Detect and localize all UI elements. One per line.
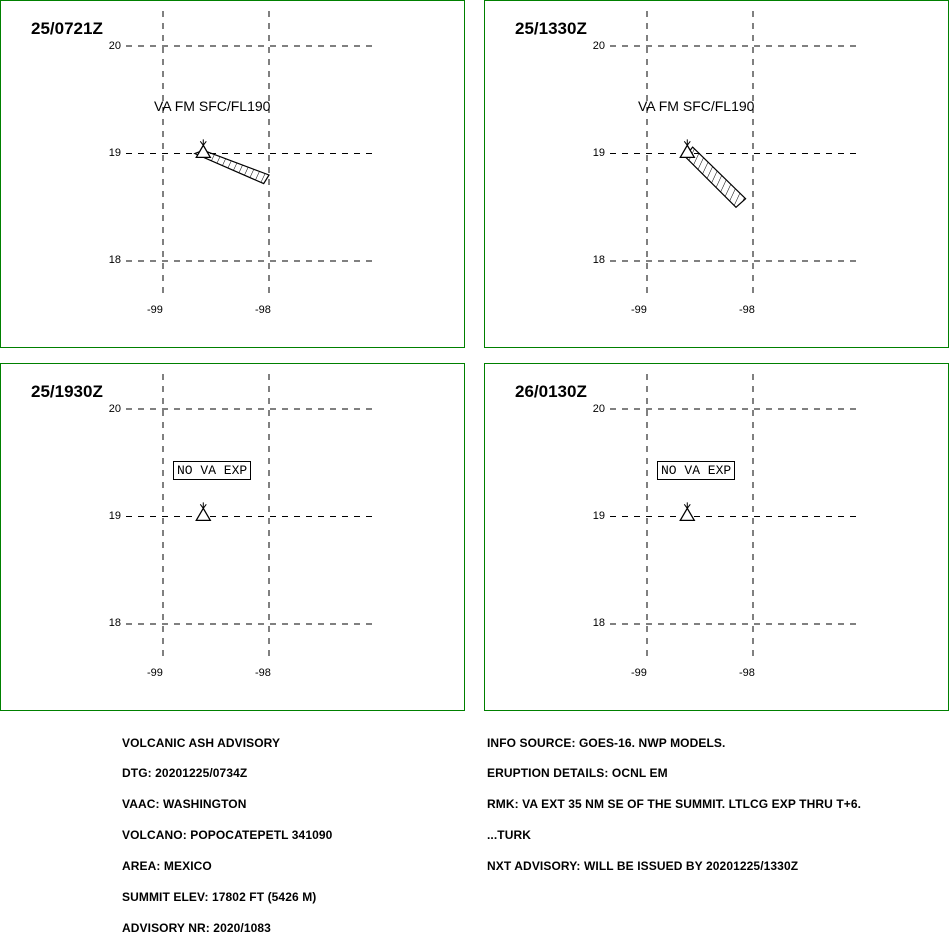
panel-time-title: 25/1930Z — [31, 382, 103, 401]
lat-label-19: 19 — [592, 510, 605, 522]
lon-label-98: -98 — [739, 304, 755, 316]
va-altitude-label: VA FM SFC/FL190 — [638, 98, 755, 114]
advisory-line: ADVISORY NR: 2020/1083 — [122, 920, 271, 935]
panel-time-title: 26/0130Z — [515, 382, 587, 401]
lon-label-98: -98 — [255, 667, 271, 679]
lon-label-99: -99 — [147, 304, 163, 316]
advisory-line: AREA: MEXICO — [122, 859, 212, 874]
volcano-icon — [196, 508, 210, 520]
forecast-panel-t12 — [0, 363, 465, 711]
lat-label-20: 20 — [592, 40, 605, 52]
advisory-line: SUMMIT ELEV: 17802 FT (5426 M) — [122, 890, 317, 905]
lon-label-99: -99 — [631, 304, 647, 316]
panel-time-title: 25/0721Z — [31, 19, 103, 38]
advisory-line: NXT ADVISORY: WILL BE ISSUED BY 20201225/1330Z — [487, 859, 799, 874]
map-canvas — [485, 1, 949, 348]
advisory-remarks-block — [487, 717, 861, 882]
lon-label-99: -99 — [147, 667, 163, 679]
lon-label-98: -98 — [255, 304, 271, 316]
advisory-line: DTG: 20201225/0734Z — [122, 766, 248, 781]
panel-time-title: 25/1330Z — [515, 19, 587, 38]
volcano-icon — [196, 145, 210, 157]
lat-label-18: 18 — [592, 254, 605, 266]
advisory-header-block — [122, 717, 332, 944]
advisory-line: VOLCANO: POPOCATEPETL 341090 — [122, 828, 333, 843]
map-canvas — [1, 1, 465, 348]
lat-label-19: 19 — [108, 510, 121, 522]
lat-label-20: 20 — [592, 403, 605, 415]
lat-label-19: 19 — [592, 147, 605, 159]
forecast-panel-t0 — [0, 0, 465, 348]
no-va-expected-label: NO VA EXP — [657, 461, 735, 480]
lat-label-19: 19 — [108, 147, 121, 159]
forecast-panel-t6 — [484, 0, 949, 348]
lat-label-20: 20 — [108, 40, 121, 52]
advisory-line: ERUPTION DETAILS: OCNL EM — [487, 766, 668, 781]
advisory-line: VAAC: WASHINGTON — [122, 797, 247, 812]
map-canvas — [1, 364, 465, 711]
lat-label-18: 18 — [108, 617, 121, 629]
lat-label-20: 20 — [108, 403, 121, 415]
lat-label-18: 18 — [592, 617, 605, 629]
volcano-icon — [680, 508, 694, 520]
map-canvas — [485, 364, 949, 711]
lon-label-99: -99 — [631, 667, 647, 679]
va-altitude-label: VA FM SFC/FL190 — [154, 98, 271, 114]
lat-label-18: 18 — [108, 254, 121, 266]
advisory-line: VOLCANIC ASH ADVISORY — [122, 735, 281, 750]
no-va-expected-label: NO VA EXP — [173, 461, 251, 480]
forecast-panel-t18 — [484, 363, 949, 711]
advisory-line: RMK: VA EXT 35 NM SE OF THE SUMMIT. LTLCG EXP THRU T+6. — [487, 797, 862, 812]
advisory-line: INFO SOURCE: GOES-16. NWP MODELS. — [487, 735, 726, 750]
lon-label-98: -98 — [739, 667, 755, 679]
advisory-line: ...TURK — [487, 828, 532, 843]
